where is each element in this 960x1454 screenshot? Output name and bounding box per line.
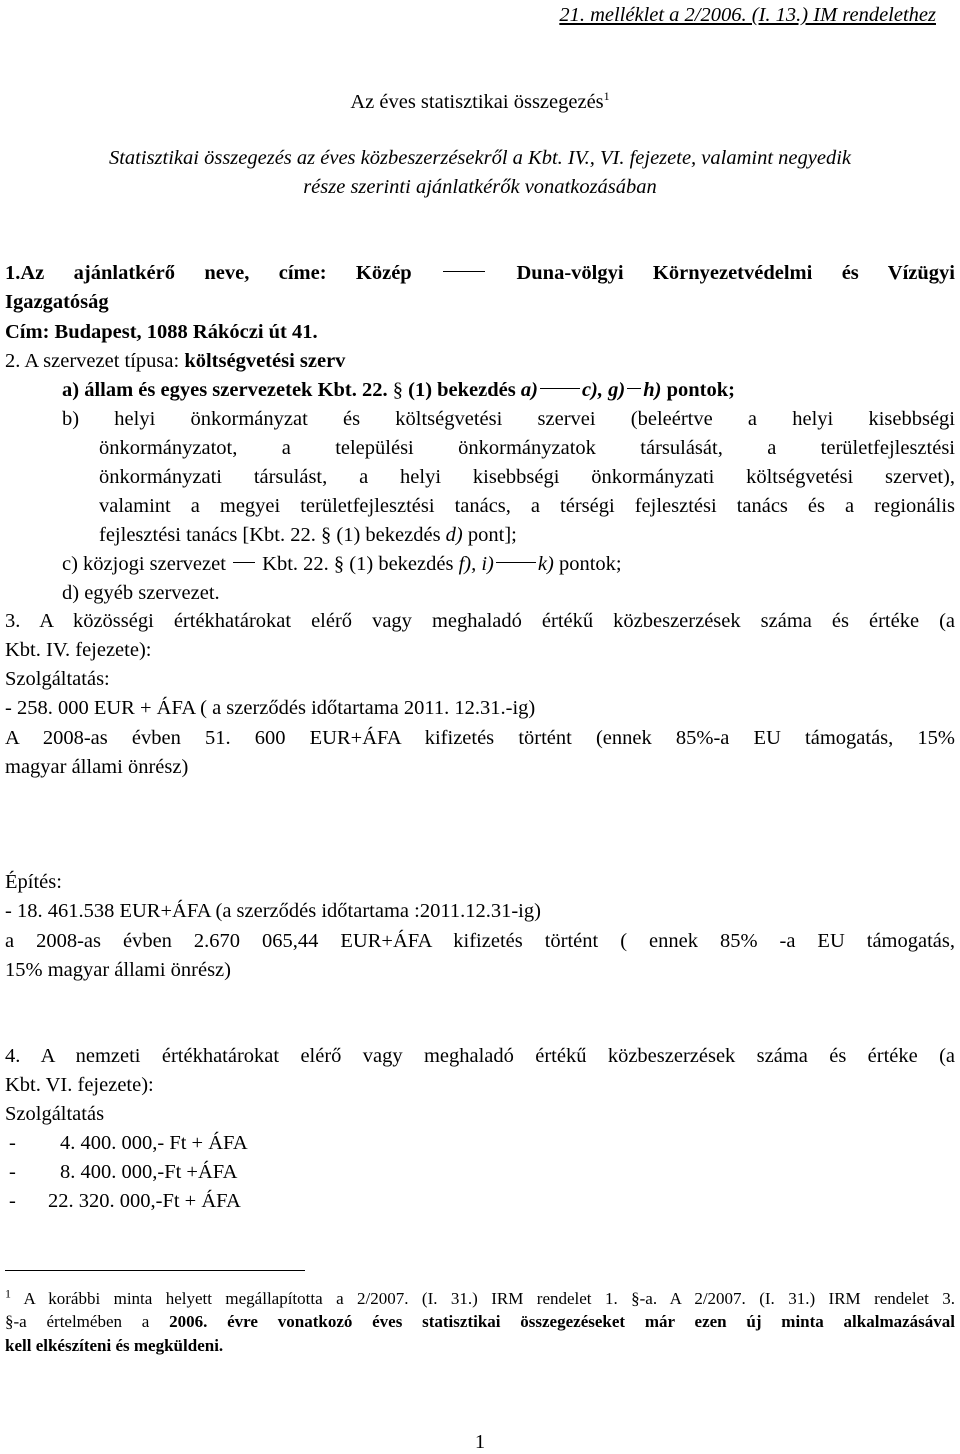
contracting-authority-name-cont: Igazgatóság bbox=[5, 291, 109, 313]
contracting-authority-address: Cím: Budapest, 1088 Rákóczi út 41. bbox=[5, 321, 318, 343]
subtitle-line-1: Statisztikai összegezés az éves közbeszerzésekről a Kbt. IV., VI. fejezete, valamint negyedik bbox=[108, 147, 851, 169]
org-type-b-line-2: önkormányzatot, a települési önkormányzatok társulását, a területfejlesztési bbox=[99, 437, 955, 459]
footnote-line-3: kell elkészíteni és megküldeni. bbox=[5, 1336, 224, 1355]
section3-services-2008-line-2: magyar állami önrész) bbox=[5, 756, 189, 778]
section3-heading-line-1: 3. A közösségi értékhatárokat elérő vagy meghaladó értékű közbeszerzések száma és értéke (a bbox=[5, 610, 955, 632]
section4-services-label: Szolgáltatás bbox=[5, 1103, 105, 1125]
organization-type-value: költségvetési szerv bbox=[184, 350, 346, 372]
section4-item: 8. 400. 000,-Ft +ÁFA bbox=[60, 1161, 238, 1183]
org-type-b-line-5: fejlesztési tanács [Kbt. 22. § (1) bekezdés d) pont]; bbox=[99, 524, 517, 546]
section3-heading-line-2: Kbt. IV. fejezete): bbox=[5, 639, 152, 661]
org-type-c: c) közjogi szervezet Kbt. 22. § (1) bekezdés f), i) k) pontok; bbox=[62, 553, 622, 575]
annex-reference: 21. melléklet a 2/2006. (I. 13.) IM rendelethez bbox=[559, 4, 936, 26]
footnote-line-1: $^1$ A korábbi minta helyett megállapította a 2/2007. (I. 31.) IRM rendelet 1. §-a. A 2/2007. (I. 31.) IRM rendelet 3. bbox=[5, 1286, 955, 1308]
subtitle-line-2: része szerinti ajánlatkérők vonatkozásában bbox=[303, 176, 657, 198]
organization-type: 2. A szervezet típusa: költségvetési szerv bbox=[5, 350, 346, 372]
section3-works-label: Építés: bbox=[5, 871, 62, 893]
org-type-a: a) állam és egyes szervezetek Kbt. 22. § (1) bekezdés a) c), g) h) pontok; bbox=[62, 379, 735, 401]
contracting-authority-name: 1.Az ajánlatkérő neve, címe: Közép Duna-völgyi Környezetvédelmi és Vízügyi bbox=[5, 262, 955, 284]
section4-heading-line-1: 4. A nemzeti értékhatárokat elérő vagy meghaladó értékű közbeszerzések száma és értéke (a bbox=[5, 1045, 955, 1067]
section4-item-dash: - bbox=[9, 1132, 16, 1154]
section3-services-label: Szolgáltatás: bbox=[5, 668, 110, 690]
footnote-line-2: §-a értelmében a 2006. évre vonatkozó éves statisztikai összegezéseket már ezen új minta alkalmazásával bbox=[5, 1312, 956, 1331]
org-type-b-line-1: b) helyi önkormányzat és költségvetési szervei (beleértve a helyi kisebbségi bbox=[62, 408, 955, 430]
org-type-b-line-3: önkormányzati társulást, a helyi kisebbségi önkormányzati költségvetési szervet), bbox=[99, 466, 955, 488]
org-type-d: d) egyéb szervezet. bbox=[62, 582, 220, 604]
section3-works-2008-line-2: 15% magyar állami önrész) bbox=[5, 959, 231, 981]
section4-item-dash: - bbox=[9, 1190, 16, 1212]
section4-item: 4. 400. 000,- Ft + ÁFA bbox=[60, 1132, 248, 1154]
footnote-separator bbox=[5, 1270, 305, 1271]
document-title: Az éves statisztikai összegezés$^1$ bbox=[350, 89, 610, 113]
section3-services-item: - 258. 000 EUR + ÁFA ( a szerződés időtartama 2011. 12.31.-ig) bbox=[5, 697, 536, 719]
section3-works-2008-line-1: a 2008-as évben 2.670 065,44 EUR+ÁFA kifizetés történt ( ennek 85% -a EU támogatás, bbox=[5, 930, 955, 952]
section4-item-dash: - bbox=[9, 1161, 16, 1183]
page-number: 1 bbox=[474, 1431, 486, 1453]
section4-heading-line-2: Kbt. VI. fejezete): bbox=[5, 1074, 154, 1096]
section3-works-item: - 18. 461.538 EUR+ÁFA (a szerződés időtartama :2011.12.31-ig) bbox=[5, 900, 541, 922]
footnote-ref: 1 bbox=[603, 89, 610, 104]
section3-services-2008-line-1: A 2008-as évben 51. 600 EUR+ÁFA kifizetés történt (ennek 85%-a EU támogatás, 15% bbox=[5, 727, 955, 749]
section4-item: 22. 320. 000,-Ft + ÁFA bbox=[48, 1190, 241, 1212]
org-type-b-line-4: valamint a megyei területfejlesztési tanács, a térségi fejlesztési tanács és a regionális bbox=[99, 495, 955, 517]
